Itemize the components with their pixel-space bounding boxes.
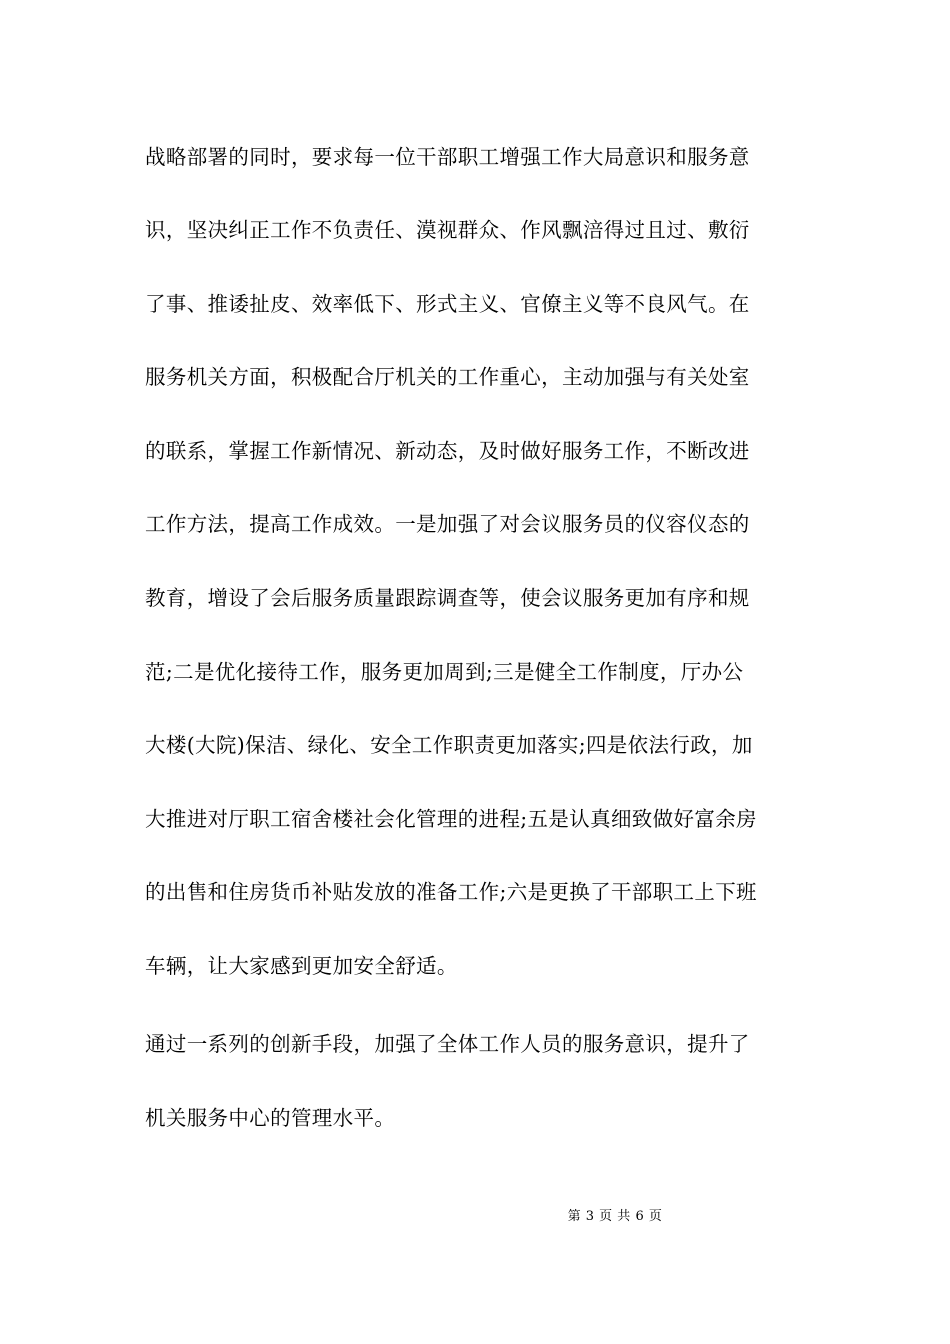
text-line: 了事、推诿扯皮、效率低下、形式主义、官僚主义等不良风气。在	[145, 292, 750, 316]
text-line: 大楼(大院)保洁、绿化、安全工作职责更加落实;四是依法行政，加	[145, 733, 753, 757]
text-line: 教育，增设了会后服务质量跟踪调查等，使会议服务更加有序和规	[145, 586, 750, 610]
page-footer	[0, 1208, 950, 1226]
text-line: 通过一系列的创新手段，加强了全体工作人员的服务意识，提升了	[145, 1032, 750, 1056]
text-line: 服务机关方面，积极配合厅机关的工作重心，主动加强与有关处室	[145, 365, 750, 389]
text-line: 机关服务中心的管理水平。	[145, 1106, 396, 1130]
text-line: 大推进对厅职工宿舍楼社会化管理的进程;五是认真细致做好富余房	[145, 807, 757, 831]
text-line: 识，坚决纠正工作不负责任、漠视群众、作风飘涪得过且过、敷衍	[145, 218, 750, 242]
text-line: 战略部署的同时，要求每一位干部职工增强工作大局意识和服务意	[145, 145, 750, 169]
text-line: 的出售和住房货币补贴发放的准备工作;六是更换了干部职工上下班	[145, 880, 757, 904]
page-number: 第 3 页 共 6 页	[567, 1209, 663, 1224]
text-line: 工作方法，提高工作成效。一是加强了对会议服务员的仪容仪态的	[145, 512, 750, 536]
text-line: 车辆，让大家感到更加安全舒适。	[145, 954, 458, 978]
text-line: 的联系，掌握工作新情况、新动态，及时做好服务工作，不断改进	[145, 439, 750, 463]
text-line: 范;二是优化接待工作，服务更加周到;三是健全工作制度，厅办公	[145, 660, 744, 684]
